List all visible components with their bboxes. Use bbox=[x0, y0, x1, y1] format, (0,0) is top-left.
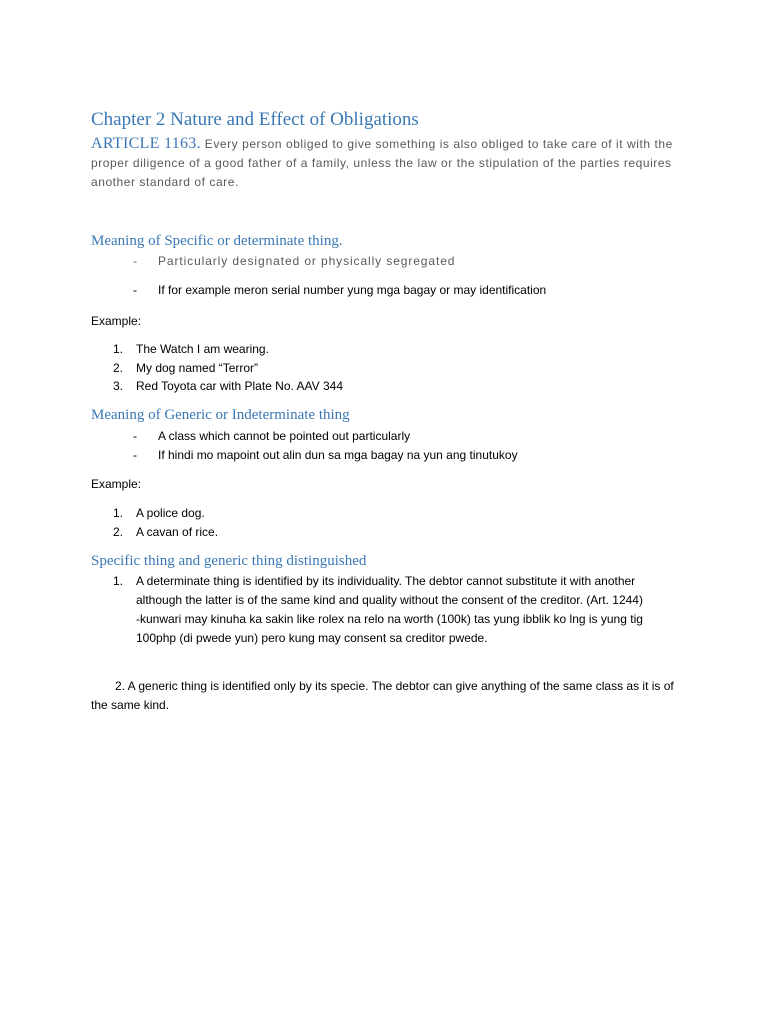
generic-heading: Meaning of Generic or Indeterminate thing bbox=[91, 407, 350, 423]
chapter-title: Chapter 2 Nature and Effect of Obligations bbox=[91, 109, 419, 130]
item-number: 3. bbox=[113, 379, 124, 393]
dash-marker: - bbox=[133, 429, 137, 443]
bullet-text: If hindi mo mapoint out alin dun sa mga bagay na yun ang tinutukoy bbox=[158, 448, 518, 462]
distinguished-item-1 bbox=[136, 572, 656, 648]
item-text: A cavan of rice. bbox=[136, 525, 219, 539]
dash-marker: - bbox=[133, 254, 138, 268]
dash-marker: - bbox=[133, 448, 137, 462]
dash-marker: - bbox=[133, 283, 137, 297]
item-text: Red Toyota car with Plate No. AAV 344 bbox=[136, 379, 344, 393]
bullet-text: Particularly designated or physically segregated bbox=[158, 254, 456, 268]
item-text: A determinate thing is identified by its individuality. The debtor cannot substitute it with another although the latter is of the same kind and quality without the consent of the creditor. (Art. 1244) bbox=[136, 574, 643, 607]
bullet-text: If for example meron serial number yung mga bagay or may identification bbox=[158, 283, 547, 297]
item-number: 1. bbox=[113, 574, 124, 588]
article-1163-paragraph bbox=[91, 134, 691, 192]
item-number: 2. bbox=[113, 525, 124, 539]
example-label: Example: bbox=[91, 314, 142, 328]
bullet-text: A class which cannot be pointed out particularly bbox=[158, 429, 411, 443]
item-note: -kunwari may kinuha ka sakin like rolex na relo na worth (100k) tas yung ibblik ko lng is yung tig 100php (di pwede yun) pero kung may consent sa creditor pwede. bbox=[136, 612, 643, 645]
item-text: My dog named “Terror” bbox=[136, 361, 259, 375]
item-text: The Watch I am wearing. bbox=[136, 342, 269, 356]
item-text: A police dog. bbox=[136, 506, 205, 520]
article-text: Every person obliged to give something is also obliged to take care of it with the proper diligence of a good father of a family, unless the law or the stipulation of the parties requires another standard of care. bbox=[91, 137, 673, 189]
article-label: ARTICLE 1163. bbox=[91, 135, 201, 152]
distinguished-heading: Specific thing and generic thing distinguished bbox=[91, 553, 367, 569]
item-number: 2. bbox=[113, 361, 124, 375]
example-label: Example: bbox=[91, 477, 142, 491]
item-number: 1. bbox=[113, 506, 124, 520]
specific-heading: Meaning of Specific or determinate thing. bbox=[91, 233, 343, 249]
item-number: 1. bbox=[113, 342, 124, 356]
distinguished-item-2: 2. A generic thing is identified only by its specie. The debtor can give anything of the same class as it is of the same kind. bbox=[91, 679, 674, 712]
